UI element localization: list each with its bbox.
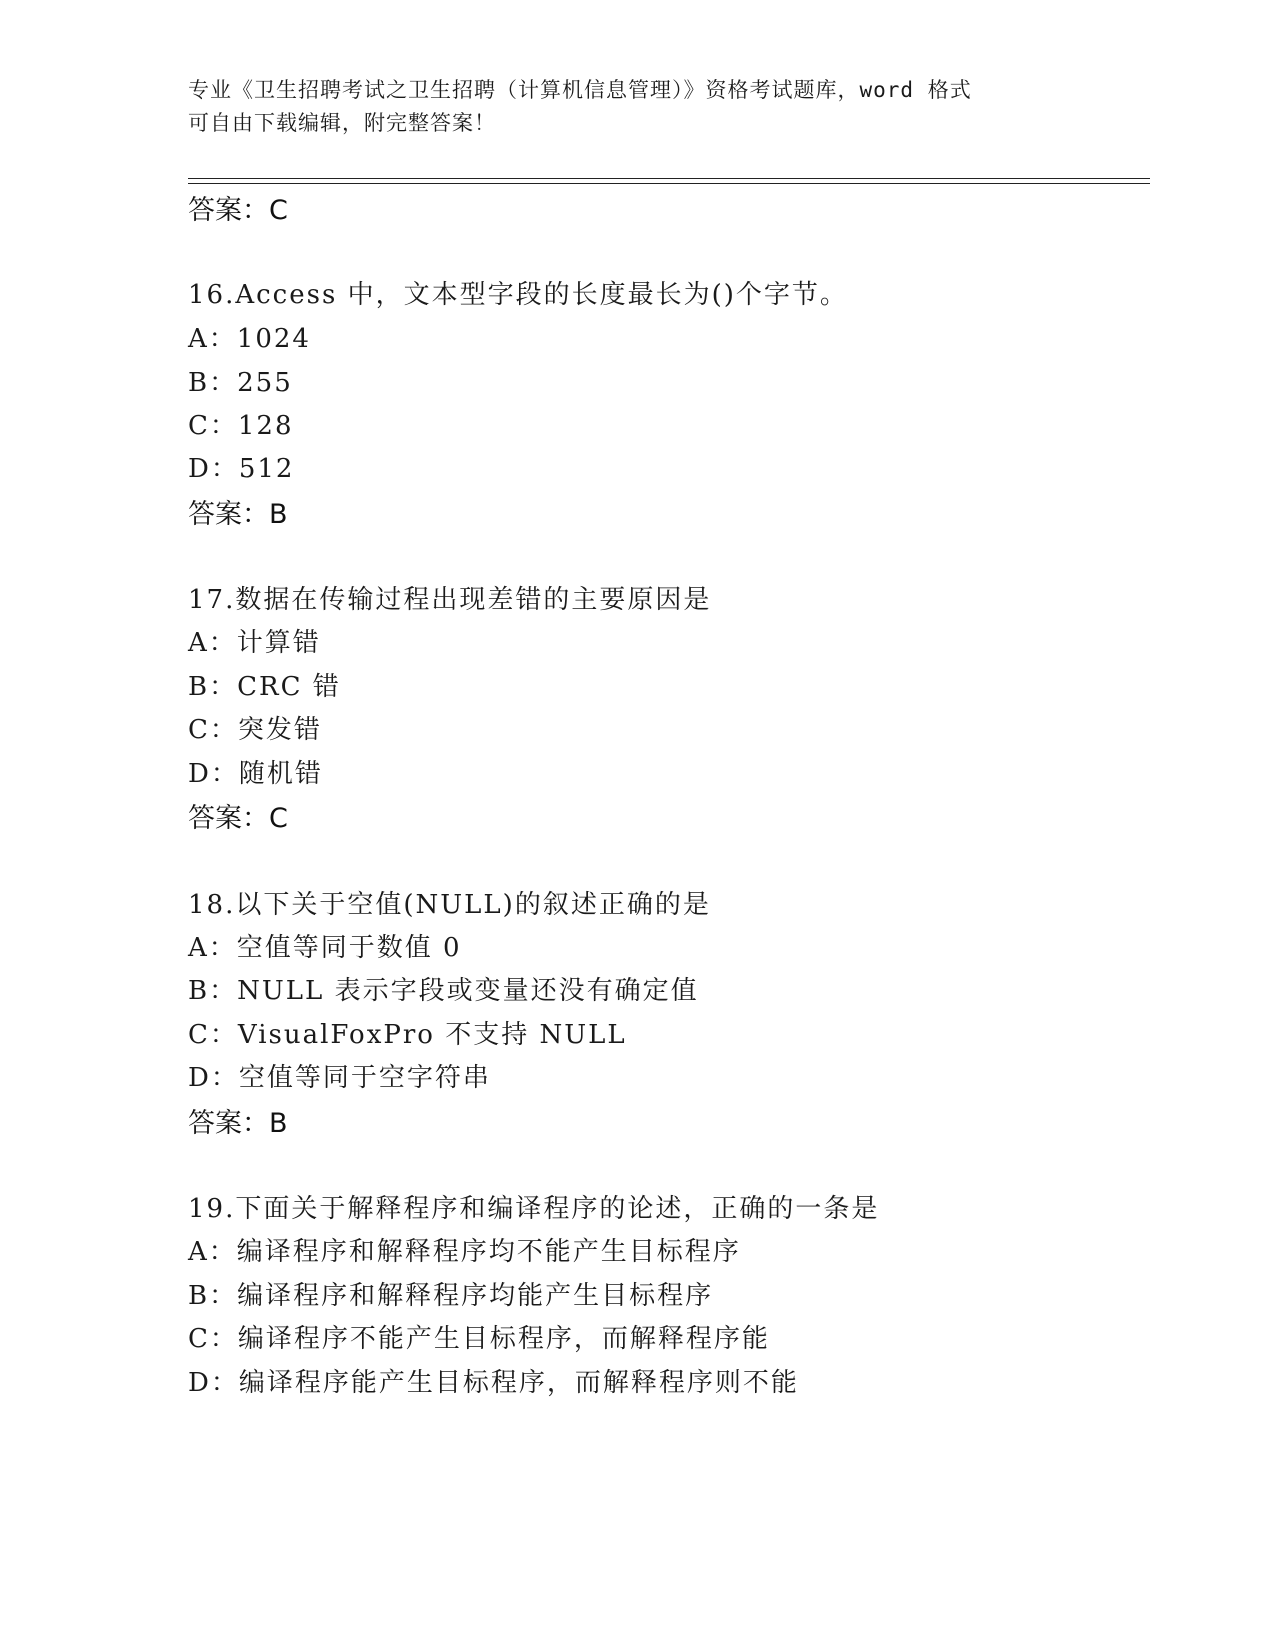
question-17-option-b: B：CRC 错	[188, 672, 341, 702]
header-divider-bottom	[188, 183, 1150, 184]
question-17-option-c: C：突发错	[188, 715, 322, 745]
question-19-option-a: A：编译程序和解释程序均不能产生目标程序	[188, 1237, 741, 1267]
header-line-1: 专业《卫生招聘考试之卫生招聘（计算机信息管理）》资格考试题库，word 格式	[188, 78, 972, 102]
question-18-option-c: C：VisualFoxPro 不支持 NULL	[188, 1020, 627, 1050]
question-17-option-a: A：计算错	[188, 628, 321, 658]
question-18-option-b: B：NULL 表示字段或变量还没有确定值	[188, 976, 699, 1006]
question-19-option-c: C：编译程序不能产生目标程序，而解释程序能	[188, 1324, 770, 1354]
question-16-stem: 16.Access 中，文本型字段的长度最长为()个字节。	[188, 280, 848, 310]
question-17-stem: 17.数据在传输过程出现差错的主要原因是	[188, 585, 712, 615]
question-18-answer: 答案：B	[188, 1108, 288, 1139]
question-16-option-b: B：255	[188, 368, 293, 398]
question-17-option-d: D：随机错	[188, 759, 323, 789]
header-line-2: 可自由下载编辑，附完整答案！	[188, 111, 496, 135]
question-18-option-d: D：空值等同于空字符串	[188, 1063, 491, 1093]
question-17-answer: 答案：C	[188, 803, 288, 834]
question-19-option-b: B：编译程序和解释程序均能产生目标程序	[188, 1281, 714, 1311]
question-19-stem: 19.下面关于解释程序和编译程序的论述，正确的一条是	[188, 1194, 880, 1224]
previous-answer: 答案：C	[188, 195, 288, 226]
question-18-stem: 18.以下关于空值(NULL)的叙述正确的是	[188, 890, 711, 920]
document-header	[188, 74, 1068, 140]
question-19-option-d: D：编译程序能产生目标程序，而解释程序则不能	[188, 1368, 799, 1398]
question-18-option-a: A：空值等同于数值 0	[188, 933, 462, 963]
question-16-answer: 答案：B	[188, 499, 288, 530]
header-divider-top	[188, 178, 1150, 179]
question-16-option-c: C：128	[188, 411, 294, 441]
question-16-option-a: A：1024	[188, 324, 311, 354]
question-16-option-d: D：512	[188, 454, 295, 484]
